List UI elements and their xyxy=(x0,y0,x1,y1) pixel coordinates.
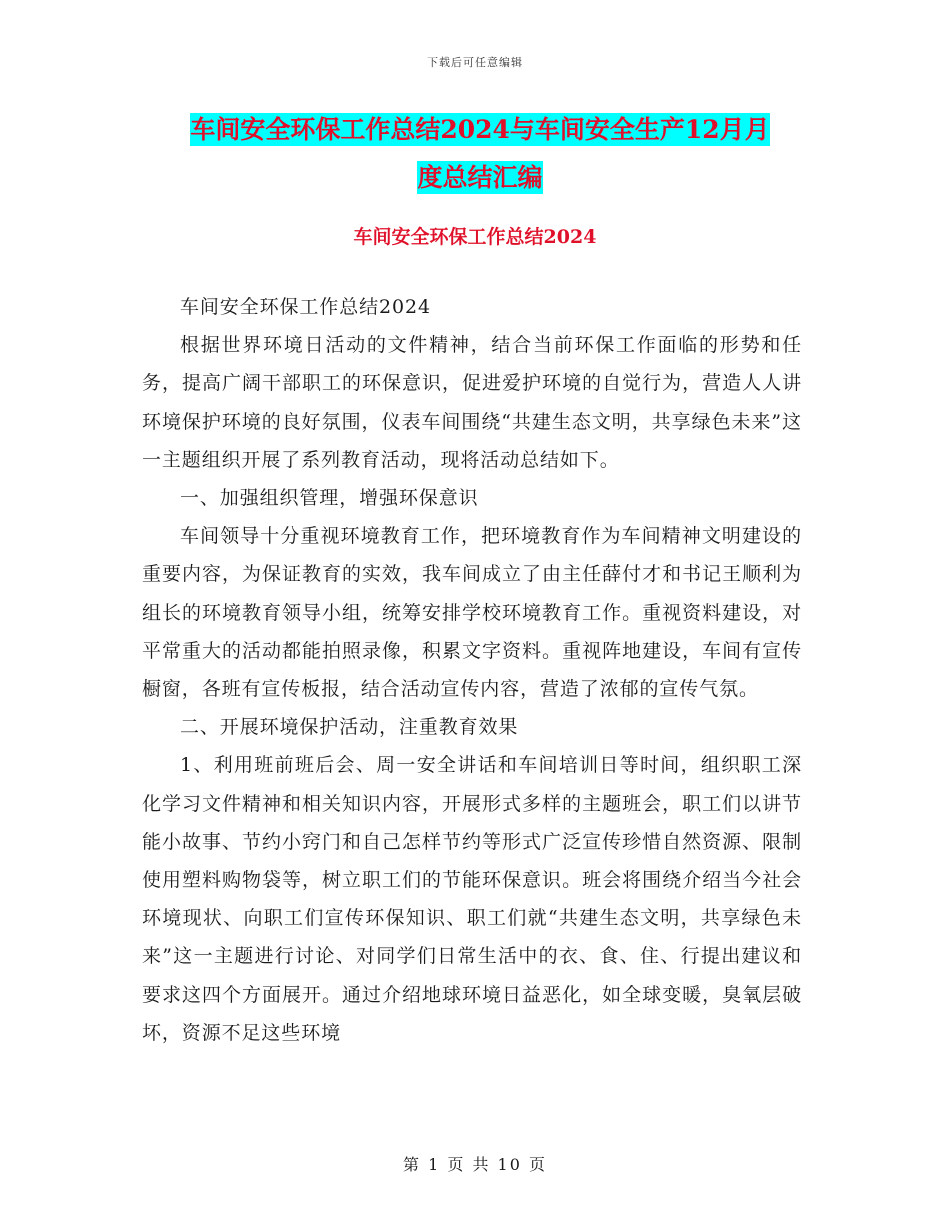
main-title xyxy=(140,106,820,202)
main-title-line2: 度总结汇编 xyxy=(417,163,543,192)
paragraph: 根据世界环境日活动的文件精神，结合当前环保工作面临的形势和任务，提高广阔干部职工的环保意识，促进爱护环境的自觉行为，营造人人讲环境保护环境的良好氛围，仪表车间围绕“共建生态文明，共享绿色未来”这一主题组织开展了系列教育活动，现将活动总结如下。 xyxy=(142,334,802,471)
paragraph: 车间安全环保工作总结2024 xyxy=(180,296,431,318)
page-footer: 第 1 页 共 10 页 xyxy=(403,1155,547,1174)
paragraph: 1、利用班前班后会、周一安全讲话和车间培训日等时间，组织职工深化学习文件精神和相关知识内容，开展形式多样的主题班会，职工们以讲节能小故事、节约小窍门和自己怎样节约等形式广泛宣传珍惜自然资源、限制使用塑料购物袋等，树立职工们的节能环保意识。班会将围绕介绍当今社会环境现状、向职工们宣传环保知识、职工们就“共建生态文明，共享绿色未来”这一主题进行讨论、对同学们日常生活中的衣、食、住、行提出建议和要求这四个方面展开。通过介绍地球环境日益恶化，如全球变暖，臭氧层破坏，资源不足这些环境 xyxy=(142,754,802,1044)
paragraph-heading: 二、开展环境保护活动，注重教育效果 xyxy=(180,716,519,739)
paragraph: 车间领导十分重视环境教育工作，把环境教育作为车间精神文明建设的重要内容，为保证教育的实效，我车间成立了由主任薛付才和书记王顺利为组长的环境教育领导小组，统筹安排学校环境教育工作。重视资料建设，对平常重大的活动都能拍照录像，积累文字资料。重视阵地建设，车间有宣传橱窗，各班有宣传板报，结合活动宣传内容，营造了浓郁的宣传气氛。 xyxy=(142,525,802,701)
header-note: 下载后可任意编辑 xyxy=(427,56,523,69)
main-title-line1: 车间安全环保工作总结2024与车间安全生产12月月 xyxy=(190,115,770,144)
paragraph-heading: 一、加强组织管理，增强环保意识 xyxy=(180,487,479,510)
body-text xyxy=(142,288,802,1052)
section-title: 车间安全环保工作总结2024 xyxy=(353,226,597,248)
